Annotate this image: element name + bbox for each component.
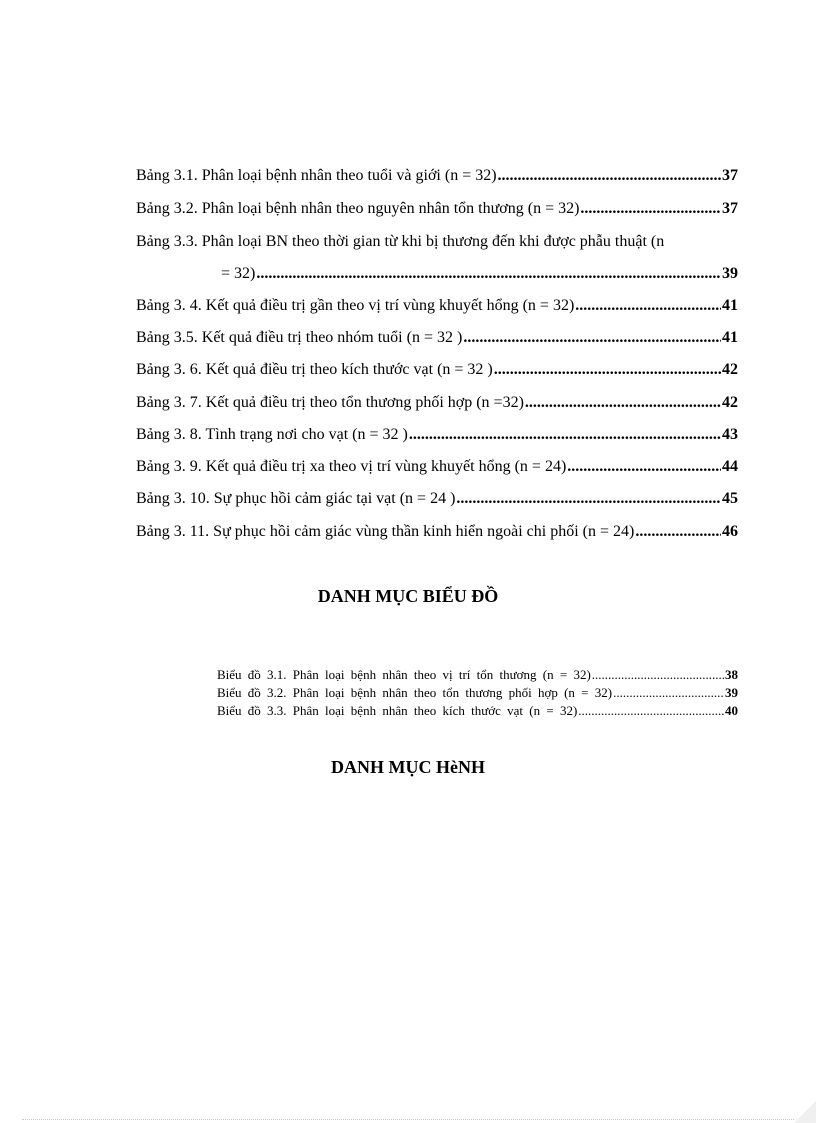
dot-leader (463, 328, 721, 348)
entry-title: Bảng 3. 10. Sự phục hồi cảm giác tại vạt (n = 24 ) (136, 490, 456, 507)
dot-leader (498, 166, 721, 186)
page-corner-decoration (794, 1101, 816, 1123)
entry-title: Bảng 3. 9. Kết quả điều trị xa theo vị trí vùng khuyết hổng (n = 24) (136, 458, 567, 475)
table-entry (136, 457, 738, 477)
table-entry (136, 489, 738, 509)
entry-page: 41 (722, 329, 738, 346)
table-entry (136, 199, 738, 219)
table-entry-continuation (221, 264, 738, 284)
chart-entry (217, 703, 738, 719)
entry-page: 39 (722, 265, 738, 282)
table-entry (136, 166, 738, 186)
page-bottom-divider (22, 1119, 794, 1120)
chart-entry (217, 685, 738, 701)
dot-leader (592, 667, 724, 683)
entry-page: 42 (722, 394, 738, 411)
entry-page: 38 (725, 667, 738, 682)
entry-title: Bảng 3.2. Phân loại bệnh nhân theo nguyên nhân tổn thương (n = 32) (136, 200, 580, 217)
figures-heading: DANH MỤC HèNH (331, 757, 485, 777)
table-entry (136, 393, 738, 413)
dot-leader (256, 264, 721, 284)
entry-page: 37 (722, 167, 738, 184)
entry-page: 43 (722, 426, 738, 443)
entry-page: 45 (722, 490, 738, 507)
table-entry (136, 296, 738, 316)
entry-title: Bảng 3. 8. Tình trạng nơi cho vạt (n = 32 ) (136, 426, 408, 443)
entry-title: Bảng 3. 4. Kết quả điều trị gần theo vị trí vùng khuyết hổng (n = 32) (136, 297, 575, 314)
entry-page: 44 (722, 458, 738, 475)
entry-page: 40 (725, 703, 738, 718)
dot-leader (567, 457, 721, 477)
entry-page: 42 (722, 361, 738, 378)
entry-page: 41 (722, 297, 738, 314)
dot-leader (613, 685, 724, 701)
entry-title: = 32) (221, 265, 256, 282)
table-entry (136, 360, 738, 380)
dot-leader (580, 199, 721, 219)
table-entry (136, 425, 738, 445)
entry-title: Biểu đồ 3.2. Phân loại bệnh nhân theo tổn thương phối hợp (n = 32) (217, 685, 613, 700)
entry-title: Bảng 3.5. Kết quả điều trị theo nhóm tuổi (n = 32 ) (136, 329, 463, 346)
entry-page: 37 (722, 200, 738, 217)
dot-leader (635, 522, 721, 542)
table-entry (136, 328, 738, 348)
dot-leader (575, 296, 721, 316)
dot-leader (456, 489, 721, 509)
charts-heading: DANH MỤC BIỂU ĐỒ (317, 586, 499, 606)
entry-title: Bảng 3. 7. Kết quả điều trị theo tổn thương phối hợp (n =32) (136, 394, 524, 411)
table-entry-first-line: Bảng 3.3. Phân loại BN theo thời gian từ khi bị thương đến khi được phẫu thuật (n (136, 233, 665, 250)
entry-title: Biểu đồ 3.1. Phân loại bệnh nhân theo vị trí tổn thương (n = 32) (217, 667, 591, 682)
dot-leader (494, 360, 721, 380)
entry-page: 46 (722, 523, 738, 540)
chart-entry (217, 667, 738, 683)
dot-leader (578, 703, 724, 719)
dot-leader (409, 425, 721, 445)
entry-title: Bảng 3. 11. Sự phục hồi cảm giác vùng thần kinh hiển ngoài chi phối (n = 24) (136, 523, 635, 540)
entry-title: Bảng 3.1. Phân loại bệnh nhân theo tuổi và giới (n = 32) (136, 167, 497, 184)
entry-page: 39 (725, 685, 738, 700)
entry-title: Bảng 3. 6. Kết quả điều trị theo kích thước vạt (n = 32 ) (136, 361, 493, 378)
entry-title: Biểu đồ 3.3. Phân loại bệnh nhân theo kích thước vạt (n = 32) (217, 703, 578, 718)
dot-leader (525, 393, 721, 413)
table-entry (136, 522, 738, 542)
